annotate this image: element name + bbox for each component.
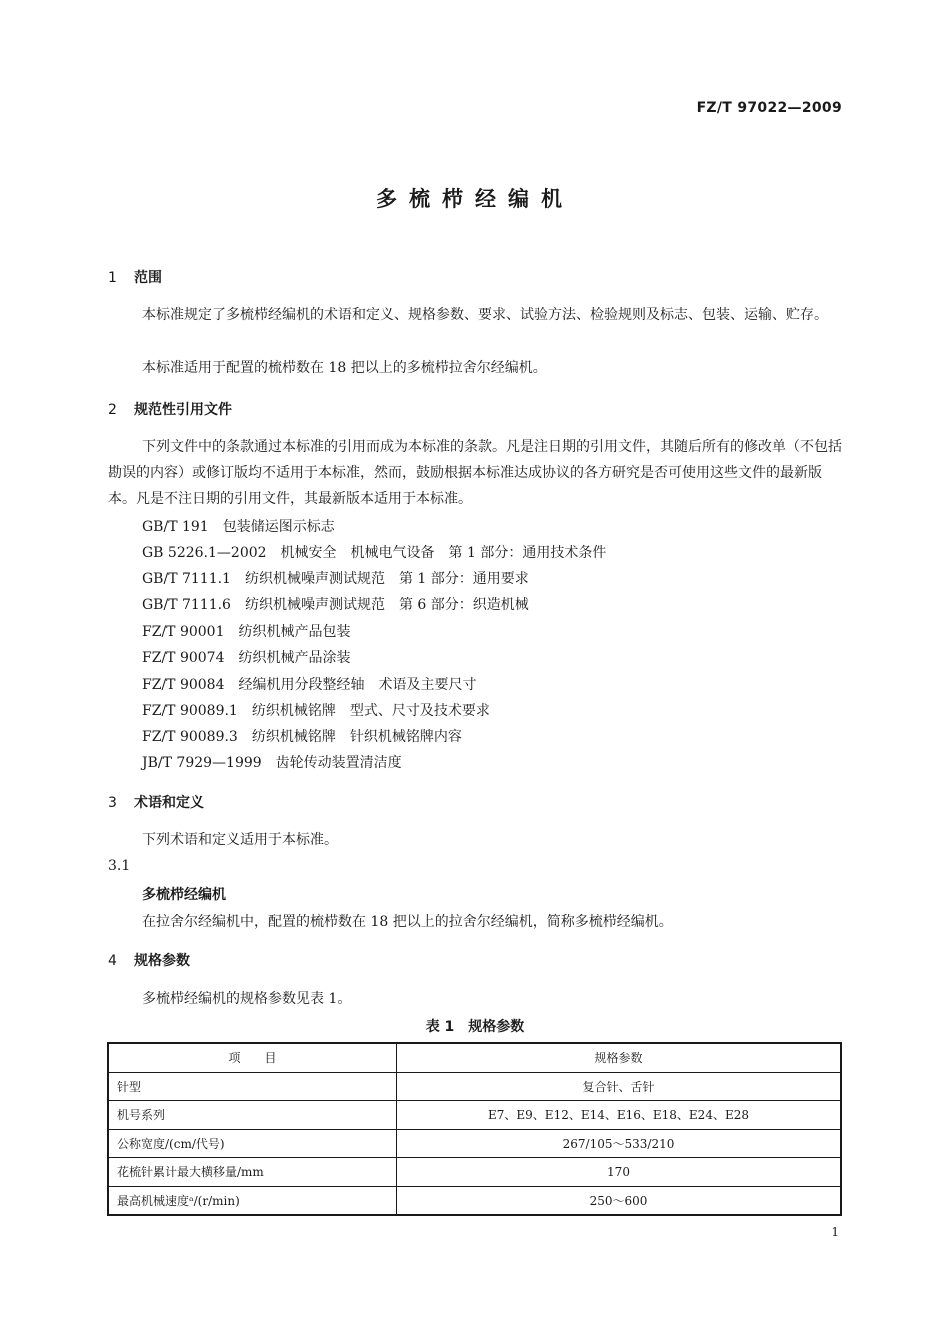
- table-row: [108, 1158, 841, 1187]
- reference-item: GB/T 191 包装储运图示标志: [142, 519, 335, 535]
- table-row: [108, 1072, 841, 1101]
- reference-item: FZ/T 90074 纺织机械产品涂装: [142, 650, 351, 666]
- section-title: 术语和定义: [134, 795, 204, 811]
- table-cell-value: 170: [397, 1158, 842, 1187]
- section-title: 规范性引用文件: [134, 402, 232, 418]
- table-cell-item: 公称宽度/(cm/代号): [108, 1129, 397, 1158]
- reference-item: FZ/T 90089.1 纺织机械铭牌 型式、尺寸及技术要求: [142, 703, 490, 719]
- table-cell-value: E7、E9、E12、E14、E16、E18、E24、E28: [397, 1101, 842, 1130]
- table-caption: 表 1 规格参数: [425, 1019, 525, 1035]
- section-4-intro: 多梳栉经编机的规格参数见表 1。: [142, 991, 352, 1007]
- table-row: [108, 1186, 841, 1215]
- section-1-paragraph-1: 本标准规定了多梳栉经编机的术语和定义、规格参数、要求、试验方法、检验规则及标志、包装、运输、贮存。: [142, 307, 828, 323]
- section-2-heading: [108, 399, 232, 419]
- table-cell-value: 复合针、舌针: [397, 1072, 842, 1101]
- table-cell-item: 花梳针累计最大横移量/mm: [108, 1158, 397, 1187]
- table-cell-item: 针型: [108, 1072, 397, 1101]
- section-4-heading: [108, 950, 190, 970]
- section-1-paragraph-2: 本标准适用于配置的梳栉数在 18 把以上的多梳栉拉舍尔经编机。: [142, 360, 547, 376]
- reference-item: GB/T 7111.1 纺织机械噪声测试规范 第 1 部分：通用要求: [142, 571, 529, 587]
- table-cell-value: 267/105～533/210: [397, 1129, 842, 1158]
- table-cell-value: 250～600: [397, 1186, 842, 1215]
- section-3-heading: [108, 792, 204, 812]
- section-number: 2: [108, 402, 117, 418]
- table-header-row: [108, 1043, 841, 1072]
- reference-item: GB 5226.1—2002 机械安全 机械电气设备 第 1 部分：通用技术条件: [142, 545, 607, 561]
- term-definition: 在拉舍尔经编机中，配置的梳栉数在 18 把以上的拉舍尔经编机，简称多梳栉经编机。: [142, 914, 673, 930]
- table-header-cell: 项 目: [108, 1043, 397, 1072]
- reference-item: JB/T 7929—1999 齿轮传动装置清洁度: [142, 755, 402, 771]
- reference-item: FZ/T 90001 纺织机械产品包装: [142, 624, 351, 640]
- reference-item: GB/T 7111.6 纺织机械噪声测试规范 第 6 部分：织造机械: [142, 597, 529, 613]
- section-title: 规格参数: [134, 953, 190, 969]
- reference-item: FZ/T 90084 经编机用分段整经轴 术语及主要尺寸: [142, 677, 477, 693]
- section-number: 1: [108, 270, 117, 286]
- section-number: 3: [108, 795, 117, 811]
- table-row: [108, 1101, 841, 1130]
- table-header-cell: 规格参数: [397, 1043, 842, 1072]
- table-cell-item: 最高机械速度ᵃ/(r/min): [108, 1186, 397, 1215]
- page-number: 1: [831, 1225, 839, 1239]
- section-1-heading: [108, 267, 162, 287]
- table-cell-item: 机号系列: [108, 1101, 397, 1130]
- document-title: 多梳栉经编机: [376, 187, 574, 211]
- section-number: 4: [108, 953, 117, 969]
- reference-item: FZ/T 90089.3 纺织机械铭牌 针织机械铭牌内容: [142, 729, 462, 745]
- section-title: 范围: [134, 270, 162, 286]
- term-name: 多梳栉经编机: [142, 887, 226, 903]
- section-3-intro: 下列术语和定义适用于本标准。: [142, 832, 338, 848]
- table-row: [108, 1129, 841, 1158]
- spec-table: [107, 1042, 842, 1216]
- section-2-intro: 下列文件中的条款通过本标准的引用而成为本标准的条款。凡是注日期的引用文件，其随后所有的修改单（不包括勘误的内容）或修订版均不适用于本标准，然而，鼓励根据本标准达成协议的各方研究是否可使用这些文件的最新版本。凡是不注日期的引用文件，其最新版本适用于本标准。: [108, 439, 842, 507]
- standard-code: FZ/T 97022—2009: [696, 100, 842, 116]
- term-number: 3.1: [108, 858, 131, 874]
